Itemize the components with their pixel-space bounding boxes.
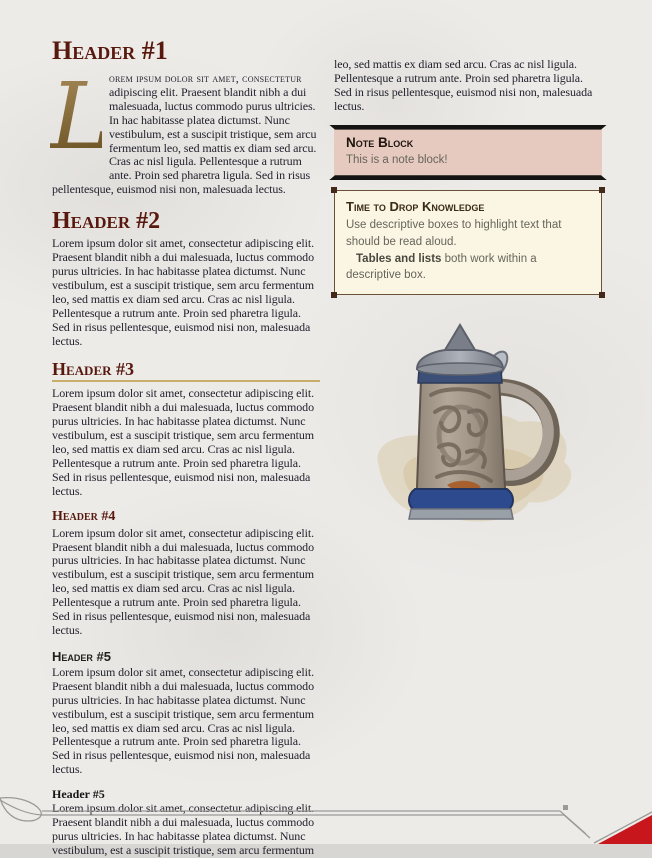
footer-leaf-swirl bbox=[0, 798, 41, 821]
heading-2: Header #2 bbox=[52, 208, 161, 235]
corner-ornament bbox=[599, 292, 605, 298]
descriptive-box-line1: Use descriptive boxes to highlight text that should be read aloud. bbox=[346, 219, 562, 248]
paragraph: Lorem ipsum dolor sit amet, consectetur adipiscing elit. Praesent blandit nibh a dui malesuada, luctus commodo purus ultricies. In hac habitasse platea dictumst. Nunc vestibulum, est a suscipit tristique, sem arcu fermentum leo, sed mattis ex diam sed arcu. Cras ac nisl ligula. Pellentesque a rutrum ante. Proin sed pharetra ligula. Sed in risus pellentesque, euismod nisi non, malesuada lectus. bbox=[52, 236, 315, 348]
left-column bbox=[50, 36, 320, 858]
intro-small-caps: orem ipsum dolor sit amet, consectetur bbox=[109, 71, 302, 85]
corner-ornament bbox=[331, 292, 337, 298]
footer-diagonal-rule bbox=[560, 811, 590, 838]
descriptive-box-line2-rest: both work within a descriptive box. bbox=[346, 252, 537, 282]
descriptive-box bbox=[334, 190, 602, 295]
footer-double-rule bbox=[42, 811, 564, 815]
note-border-bottom bbox=[329, 175, 607, 180]
footer-red-triangle bbox=[598, 815, 652, 844]
footer-square-marker bbox=[563, 805, 568, 810]
beer-stein-image bbox=[349, 317, 587, 529]
descriptive-box-bold: Tables and lists bbox=[356, 252, 442, 265]
note-block bbox=[334, 127, 602, 179]
footer-leaf-vein bbox=[0, 800, 42, 815]
continuation-paragraph: leo, sed mattis ex diam sed arcu. Cras ac nisl ligula. Pellentesque a rutrum ante. Proin sed pharetra ligula. Sed in risus pellentesque, euismod nisi non, malesuada lectus. bbox=[334, 57, 593, 113]
paragraph: Lorem ipsum dolor sit amet, consectetur adipiscing elit. Praesent blandit nibh a dui malesuada, luctus commodo purus ultricies. In hac habitasse platea dictumst. Nunc vestibulum, est a suscipit tristique, sem arcu fermentum leo, sed mattis ex diam sed arcu. Cras ac nisl ligula. Pellentesque a rutrum ante. Proin sed pharetra ligula. Sed in risus pellentesque, euismod nisi non, malesuada lectus. bbox=[52, 386, 315, 498]
heading-6: Header #5 bbox=[52, 787, 105, 802]
paragraph-truncated: Lorem ipsum dolor sit amet, consectetur adipiscing elit. Praesent blandit nibh a dui malesuada, luctus commodo purus ultricies. In hac habitasse platea dictumst. Nunc vestibulum, est a suscipit tristique, sem arcu fermentum bbox=[52, 801, 315, 858]
corner-ornament bbox=[599, 187, 605, 193]
stein-lid-finial bbox=[445, 325, 475, 350]
note-block-body: This is a note block! bbox=[346, 153, 448, 166]
heading-4: Header #4 bbox=[52, 508, 116, 524]
note-block-title: Note Block bbox=[346, 134, 414, 150]
note-border-top bbox=[329, 125, 607, 130]
figure-container bbox=[334, 317, 602, 529]
right-column bbox=[334, 58, 602, 529]
paragraph: Lorem ipsum dolor sit amet, consectetur adipiscing elit. Praesent blandit nibh a dui malesuada, luctus commodo purus ultricies. In hac habitasse platea dictumst. Nunc vestibulum, est a suscipit tristique, sem arcu fermentum leo, sed mattis ex diam sed arcu. Cras ac nisl ligula. Pellentesque a rutrum ante. Proin sed pharetra ligula. Sed in risus pellentesque, euismod nisi non, malesuada lectus. bbox=[52, 525, 315, 637]
descriptive-box-title: Time to Drop Knowledge bbox=[346, 199, 485, 215]
paragraph: Lorem ipsum dolor sit amet, consectetur adipiscing elit. Praesent blandit nibh a dui malesuada, luctus commodo purus ultricies. In hac habitasse platea dictumst. Nunc vestibulum, est a suscipit tristique, sem arcu fermentum leo, sed mattis ex diam sed arcu. Cras ac nisl ligula. Pellentesque a rutrum ante. Proin sed pharetra ligula. Sed in risus pellentesque, euismod nisi non, malesuada lectus. bbox=[52, 664, 315, 777]
footer-ornament bbox=[0, 794, 652, 844]
drop-cap: L bbox=[50, 74, 102, 174]
intro-paragraph bbox=[50, 63, 320, 197]
intro-text: adipiscing elit. Praesent blandit nibh a dui malesuada, luctus commodo purus ultricies. In hac habitasse platea dictumst. Nunc vestibulum, est a suscipit tristique, sem arcu fermentum leo, sed mattis ex diam sed arcu. Cras ac nisl ligula. Pellentesque a rutrum ante. Proin sed pharetra ligula. Sed in risus pellentesque, euismod nisi non, malesuada lectus. bbox=[52, 84, 317, 197]
stein-lid-rim bbox=[417, 363, 503, 375]
heading-3: Header #3 bbox=[52, 360, 320, 382]
corner-ornament bbox=[331, 187, 337, 193]
heading-1: Header #1 bbox=[52, 36, 168, 65]
descriptive-box-line2 bbox=[346, 251, 590, 284]
stein-foot bbox=[409, 509, 513, 519]
stein-base-band bbox=[409, 489, 513, 511]
heading-5: Header #5 bbox=[52, 648, 111, 664]
